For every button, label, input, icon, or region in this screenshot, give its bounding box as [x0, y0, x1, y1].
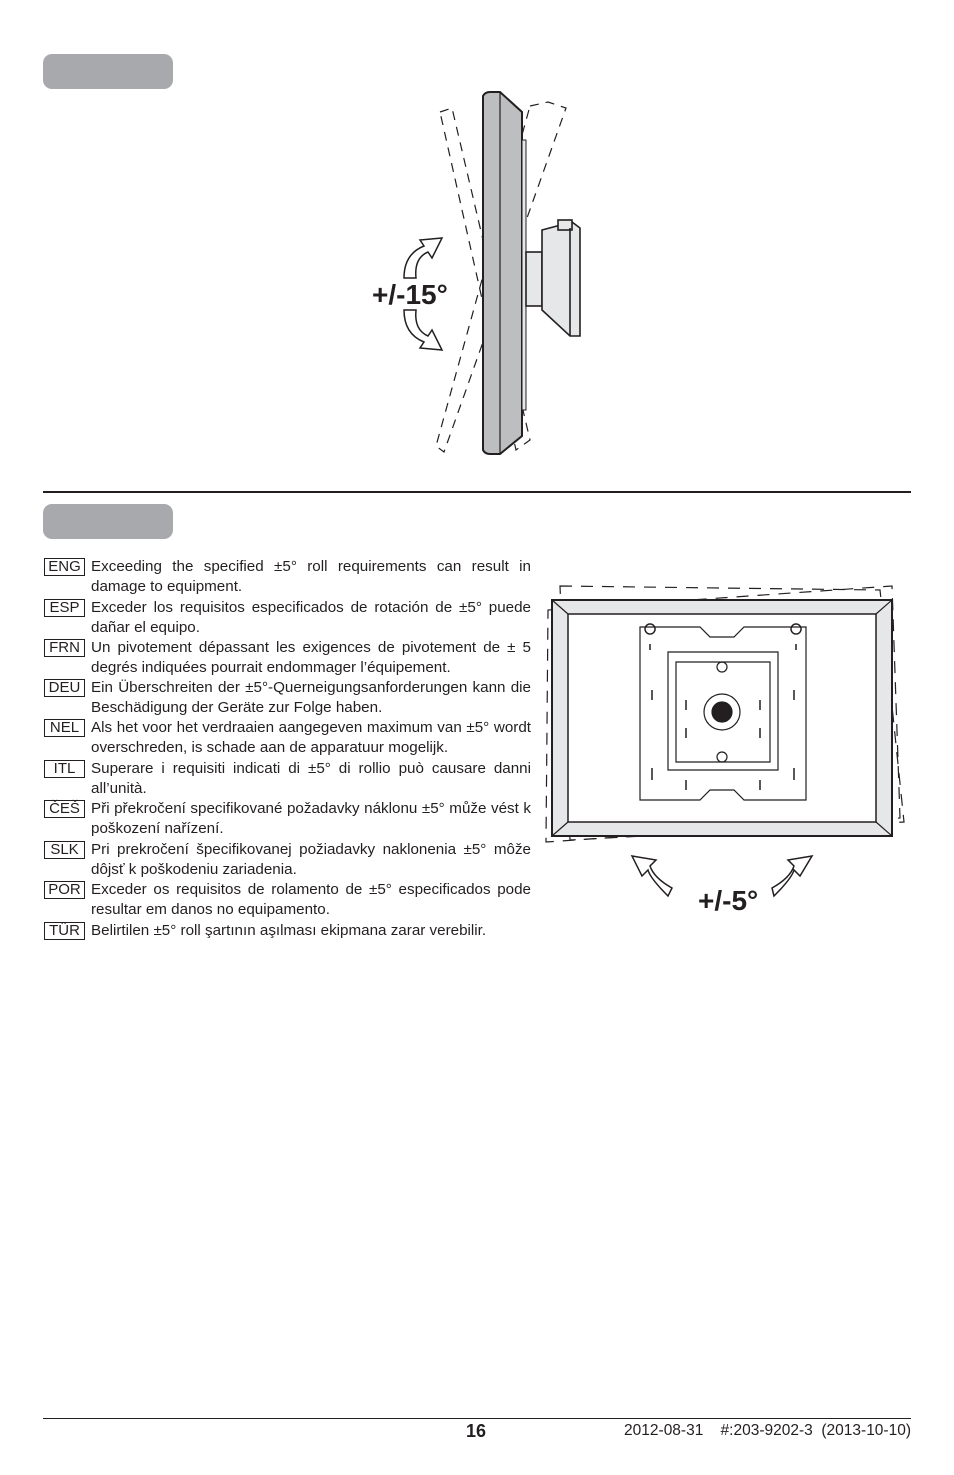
arrow-right-icon — [772, 856, 812, 896]
language-warning-text: Als het voor het verdraaien aangegeven maximum van ±5° wordt overschreden, is schade aan de apparatuur mogelijk. — [91, 719, 531, 756]
language-code-badge: ITL — [44, 760, 85, 778]
language-warning-text: Pri prekročení špecifikovanej požiadavky naklonenia ±5° môže dôjsť k poškodeniu zariadenia. — [91, 841, 531, 878]
language-warning-text: Při překročení specifikované požadavky náklonu ±5° může vést k poškození nařízení. — [91, 800, 531, 837]
language-warning-text: Un pivotement dépassant les exigences de pivotement de ± 5 degrés indiquées pourrait endommager l’équipement. — [91, 639, 531, 676]
page-number: 16 — [466, 1421, 487, 1441]
language-code-badge: NEL — [44, 719, 85, 737]
language-warning-text: Exceder os requisitos de rolamento de ±5° especificados pode resultar em danos no equipamento. — [91, 881, 531, 918]
language-code-badge: POR — [44, 881, 85, 899]
language-code-badge: FRN — [44, 639, 85, 657]
language-warning-text: Exceder los requisitos especificados de rotación de ±5° puede dañar el equipo. — [91, 599, 531, 636]
language-warning-text: Ein Überschreiten der ±5°-Querneigungsanforderungen kann die Beschädigung der Geräte zur Folge haben. — [91, 679, 531, 716]
footer-rule — [43, 1418, 911, 1419]
arrow-left-icon — [632, 856, 672, 896]
roll-angle-label: +/-5° — [698, 885, 759, 916]
language-code-badge: DEU — [44, 679, 85, 697]
language-code-badge: TÜR — [44, 922, 85, 940]
language-code-badge: ČEŠ — [44, 800, 85, 818]
language-code-badge: ENG — [44, 558, 85, 576]
document-reference: 2012-08-31 #:203-9202-3 (2013-10-10) — [624, 1422, 911, 1439]
language-code-badge: ESP — [44, 599, 85, 617]
language-warning-text: Superare i requisiti indicati di ±5° di rollio può causare danni all’unità. — [91, 760, 531, 797]
language-warning-text: Exceeding the specified ±5° roll requirements can result in damage to equipment. — [91, 558, 531, 595]
tilt-angle-label: +/-15° — [372, 279, 448, 310]
language-code-badge: SLK — [44, 841, 85, 859]
mounting-plate — [640, 624, 806, 800]
language-warning-text: Belirtilen ±5° roll şartının aşılması ekipmana zarar verebilir. — [91, 922, 487, 939]
